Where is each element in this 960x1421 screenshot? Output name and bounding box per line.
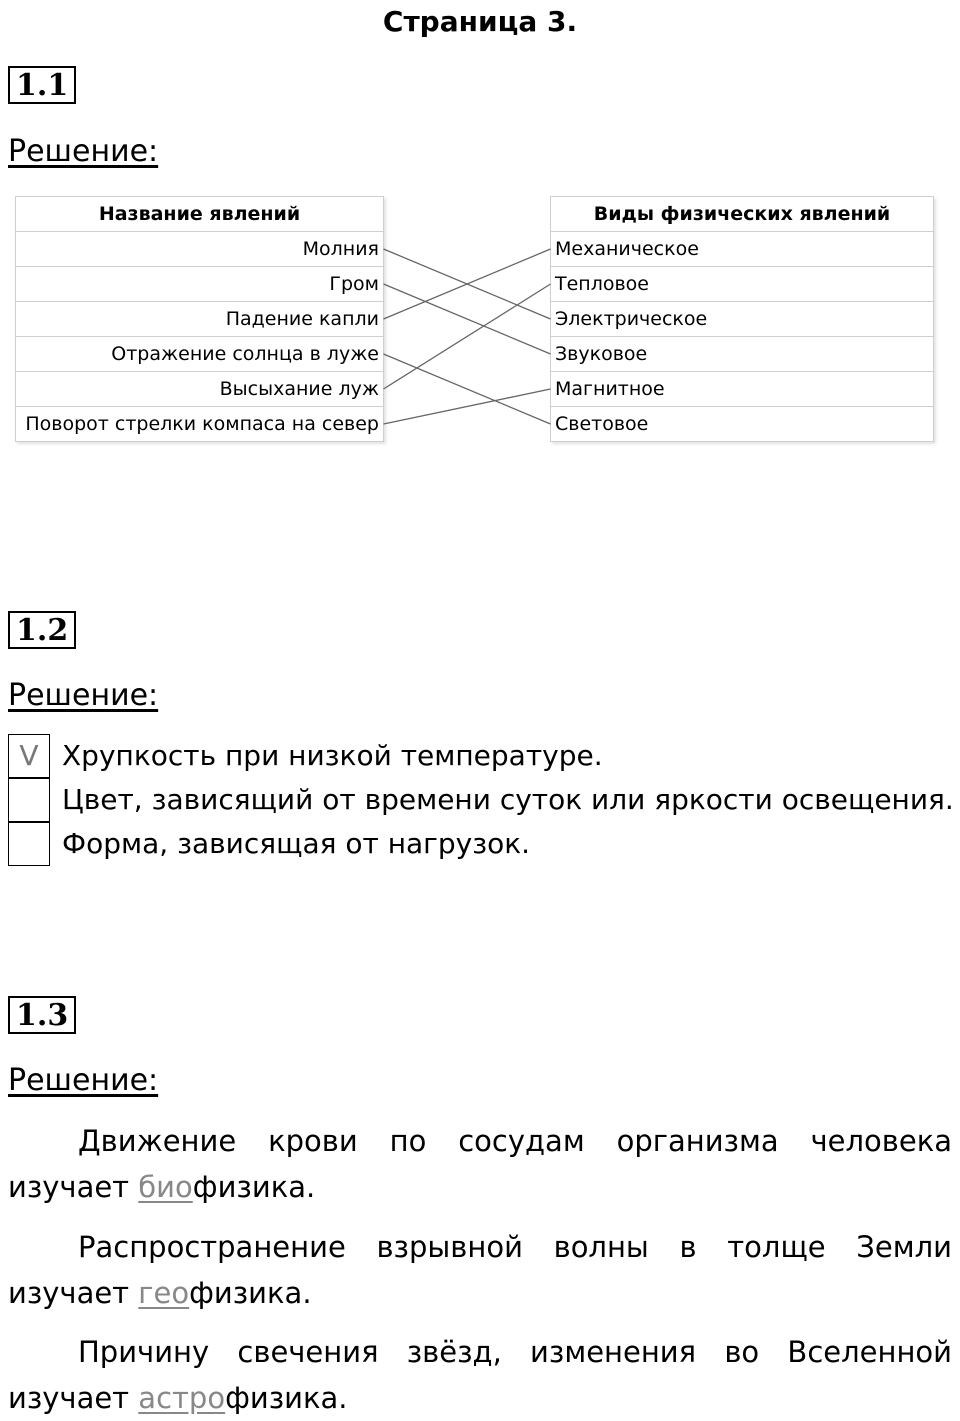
match-line: [384, 389, 551, 424]
option-text-1: Хрупкость при низкой температуре.: [62, 739, 603, 772]
task-number-1-1: 1.1: [8, 66, 76, 104]
solution-label-1-3: Решение:: [8, 1063, 159, 1098]
phenomenon-item: Высыхание луж: [16, 372, 384, 407]
match-line: [384, 284, 551, 354]
paragraph-prefix: изучает: [8, 1170, 139, 1204]
solution-label-1-1: Решение:: [8, 134, 159, 169]
answer-paragraph-2: [8, 1224, 952, 1316]
answer-paragraph-3: [8, 1329, 952, 1421]
physical-types-table-header: Виды физических явлений: [551, 197, 934, 232]
paragraph-line: Причину свечения звёзд, изменения во Вселенной: [78, 1335, 952, 1369]
checkbox-3[interactable]: [8, 822, 50, 866]
physical-type-item: Звуковое: [551, 337, 934, 372]
filled-answer: био: [138, 1170, 193, 1204]
option-text-2: Цвет, зависящий от времени суток или яркости освещения.: [62, 783, 954, 816]
paragraph-suffix: физика.: [192, 1170, 316, 1204]
phenomena-table: [15, 196, 384, 442]
paragraph-suffix: физика.: [189, 1276, 312, 1310]
phenomenon-item: Поворот стрелки компаса на север: [16, 407, 384, 442]
paragraph-prefix: изучает: [8, 1381, 139, 1415]
option-text-3: Форма, зависящая от нагрузок.: [62, 827, 531, 860]
match-line: [384, 284, 551, 389]
phenomenon-item: Молния: [16, 232, 384, 267]
paragraph-line: Распространение взрывной волны в толще Земли: [78, 1230, 952, 1264]
paragraph-suffix: физика.: [225, 1381, 348, 1415]
checkbox-2[interactable]: [8, 778, 50, 822]
checkbox-1[interactable]: V: [8, 734, 50, 778]
phenomenon-item: Отражение солнца в луже: [16, 337, 384, 372]
physical-type-item: Механическое: [551, 232, 934, 267]
filled-answer: гео: [138, 1276, 190, 1310]
task-number-1-2: 1.2: [8, 611, 76, 649]
phenomena-table-header: Название явлений: [16, 197, 384, 232]
physical-type-item: Тепловое: [551, 267, 934, 302]
filled-answer: астро: [138, 1381, 226, 1415]
phenomenon-item: Падение капли: [16, 302, 384, 337]
phenomenon-item: Гром: [16, 267, 384, 302]
solution-label-1-2: Решение:: [8, 678, 159, 713]
match-line: [384, 249, 551, 319]
paragraph-prefix: изучает: [8, 1276, 139, 1310]
match-line: [384, 249, 551, 319]
task-number-1-3: 1.3: [8, 996, 76, 1034]
physical-type-item: Световое: [551, 407, 934, 442]
physical-type-item: Магнитное: [551, 372, 934, 407]
paragraph-line: Движение крови по сосудам организма человека: [78, 1124, 952, 1158]
match-line: [384, 354, 551, 424]
physical-type-item: Электрическое: [551, 302, 934, 337]
page-title: Страница 3.: [382, 5, 578, 38]
answer-paragraph-1: [8, 1118, 952, 1210]
physical-types-table: [550, 196, 934, 442]
